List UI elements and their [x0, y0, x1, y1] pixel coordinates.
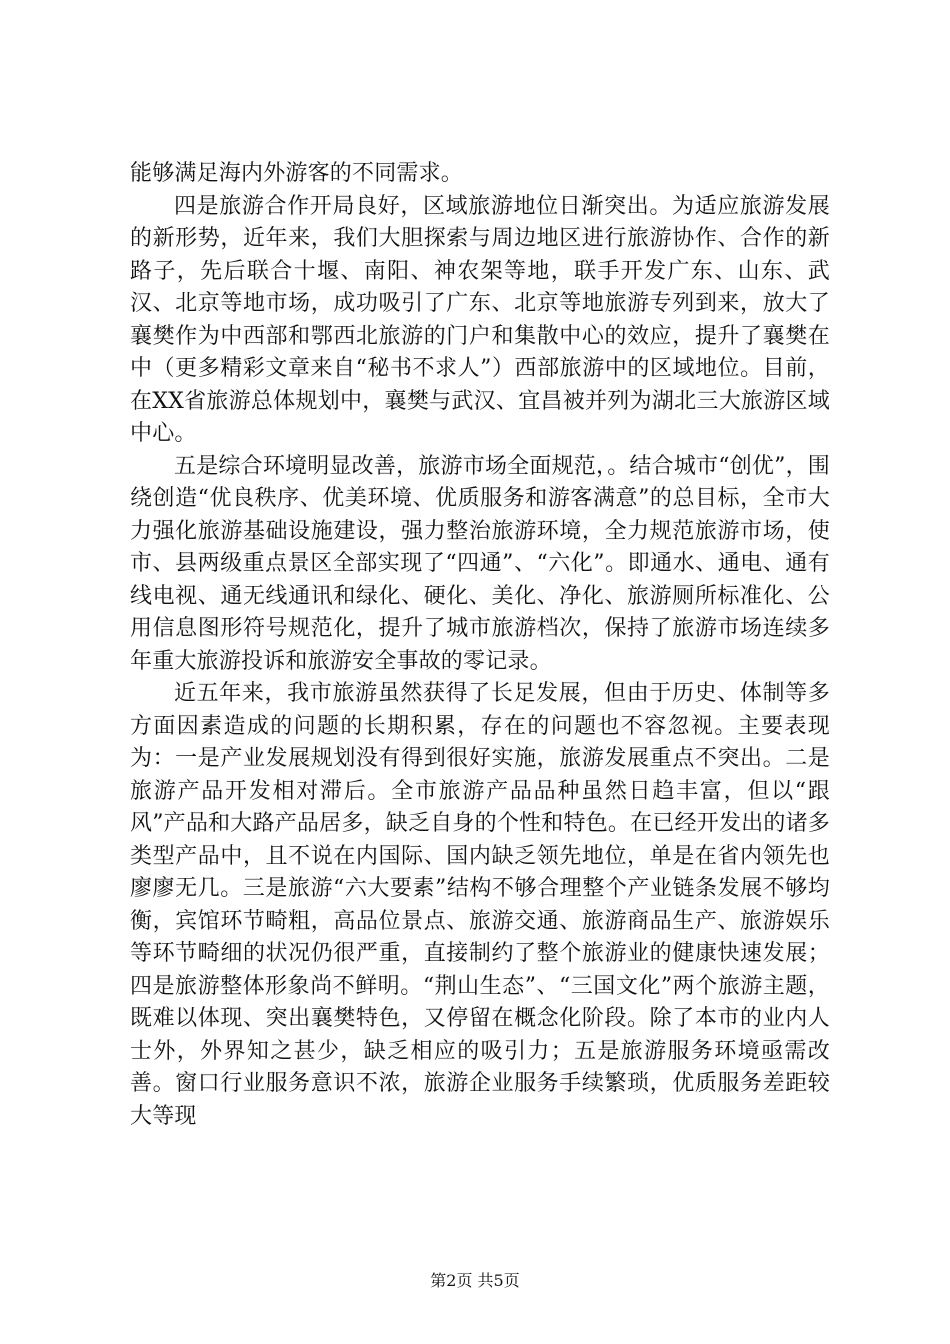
paragraph-1: 能够满足海内外游客的不同需求。: [130, 161, 464, 186]
document-body: [130, 158, 830, 1133]
paragraph-4: 近五年来，我市旅游虽然获得了长足发展，但由于历史、体制等多方面因素造成的问题的长期积累，存在的问题也不容忽视。主要表现为：一是产业发展规划没有得到很好实施，旅游发展重点不突出。二是旅游产品开发相对滞后。全市旅游产品品种虽然日趋丰富，但以“跟风”产品和大路产品居多，缺乏自身的个性和特色。在已经开发出的诸多类型产品中，且不说在内国际、国内缺乏领先地位，单是在省内领先也廖廖无几。三是旅游“六大要素”结构不够合理整个产业链条发展不够均衡，宾馆环节畸粗，高品位景点、旅游交通、旅游商品生产、旅游娱乐等环节畸细的状况仍很严重，直接制约了整个旅游业的健康快速发展；四是旅游整体形象尚不鲜明。“荆山生态”、“三国文化”两个旅游主题，既难以体现、突出襄樊特色，又停留在概念化阶段。除了本市的业内人士外，外界知之甚少，缺乏相应的吸引力；五是旅游服务环境亟需改善。窗口行业服务意识不浓，旅游企业服务手续繁琐，优质服务差距较大等现: [130, 681, 830, 1129]
paragraph-3: 五是综合环境明显改善，旅游市场全面规范，。结合城市“创优”，围绕创造“优良秩序、优美环境、优质服务和游客满意”的总目标，全市大力强化旅游基础设施建设，强力整治旅游环境，全力规范旅游市场，使市、县两级重点景区全部实现了“四通”、“六化”。即通水、通电、通有线电视、通无线通讯和绿化、硬化、美化、净化、旅游厕所标准化、公用信息图形符号规范化，提升了城市旅游档次，保持了旅游市场连续多年重大旅游投诉和旅游安全事故的零记录。: [130, 453, 830, 674]
paragraph-2: 四是旅游合作开局良好，区域旅游地位日渐突出。为适应旅游发展的新形势，近年来，我们大胆探索与周边地区进行旅游协作、合作的新路子，先后联合十堰、南阳、神农架等地，联手开发广东、山东、武汉、北京等地市场，成功吸引了广东、北京等地旅游专列到来，放大了襄樊作为中西部和鄂西北旅游的门户和集散中心的效应，提升了襄樊在中（更多精彩文章来自“秘书不求人”）西部旅游中的区域地位。目前，在XX省旅游总体规划中，襄樊与武汉、宜昌被并列为湖北三大旅游区域中心。: [130, 193, 830, 446]
page-number-footer: 第2页 共5页: [430, 1271, 520, 1290]
